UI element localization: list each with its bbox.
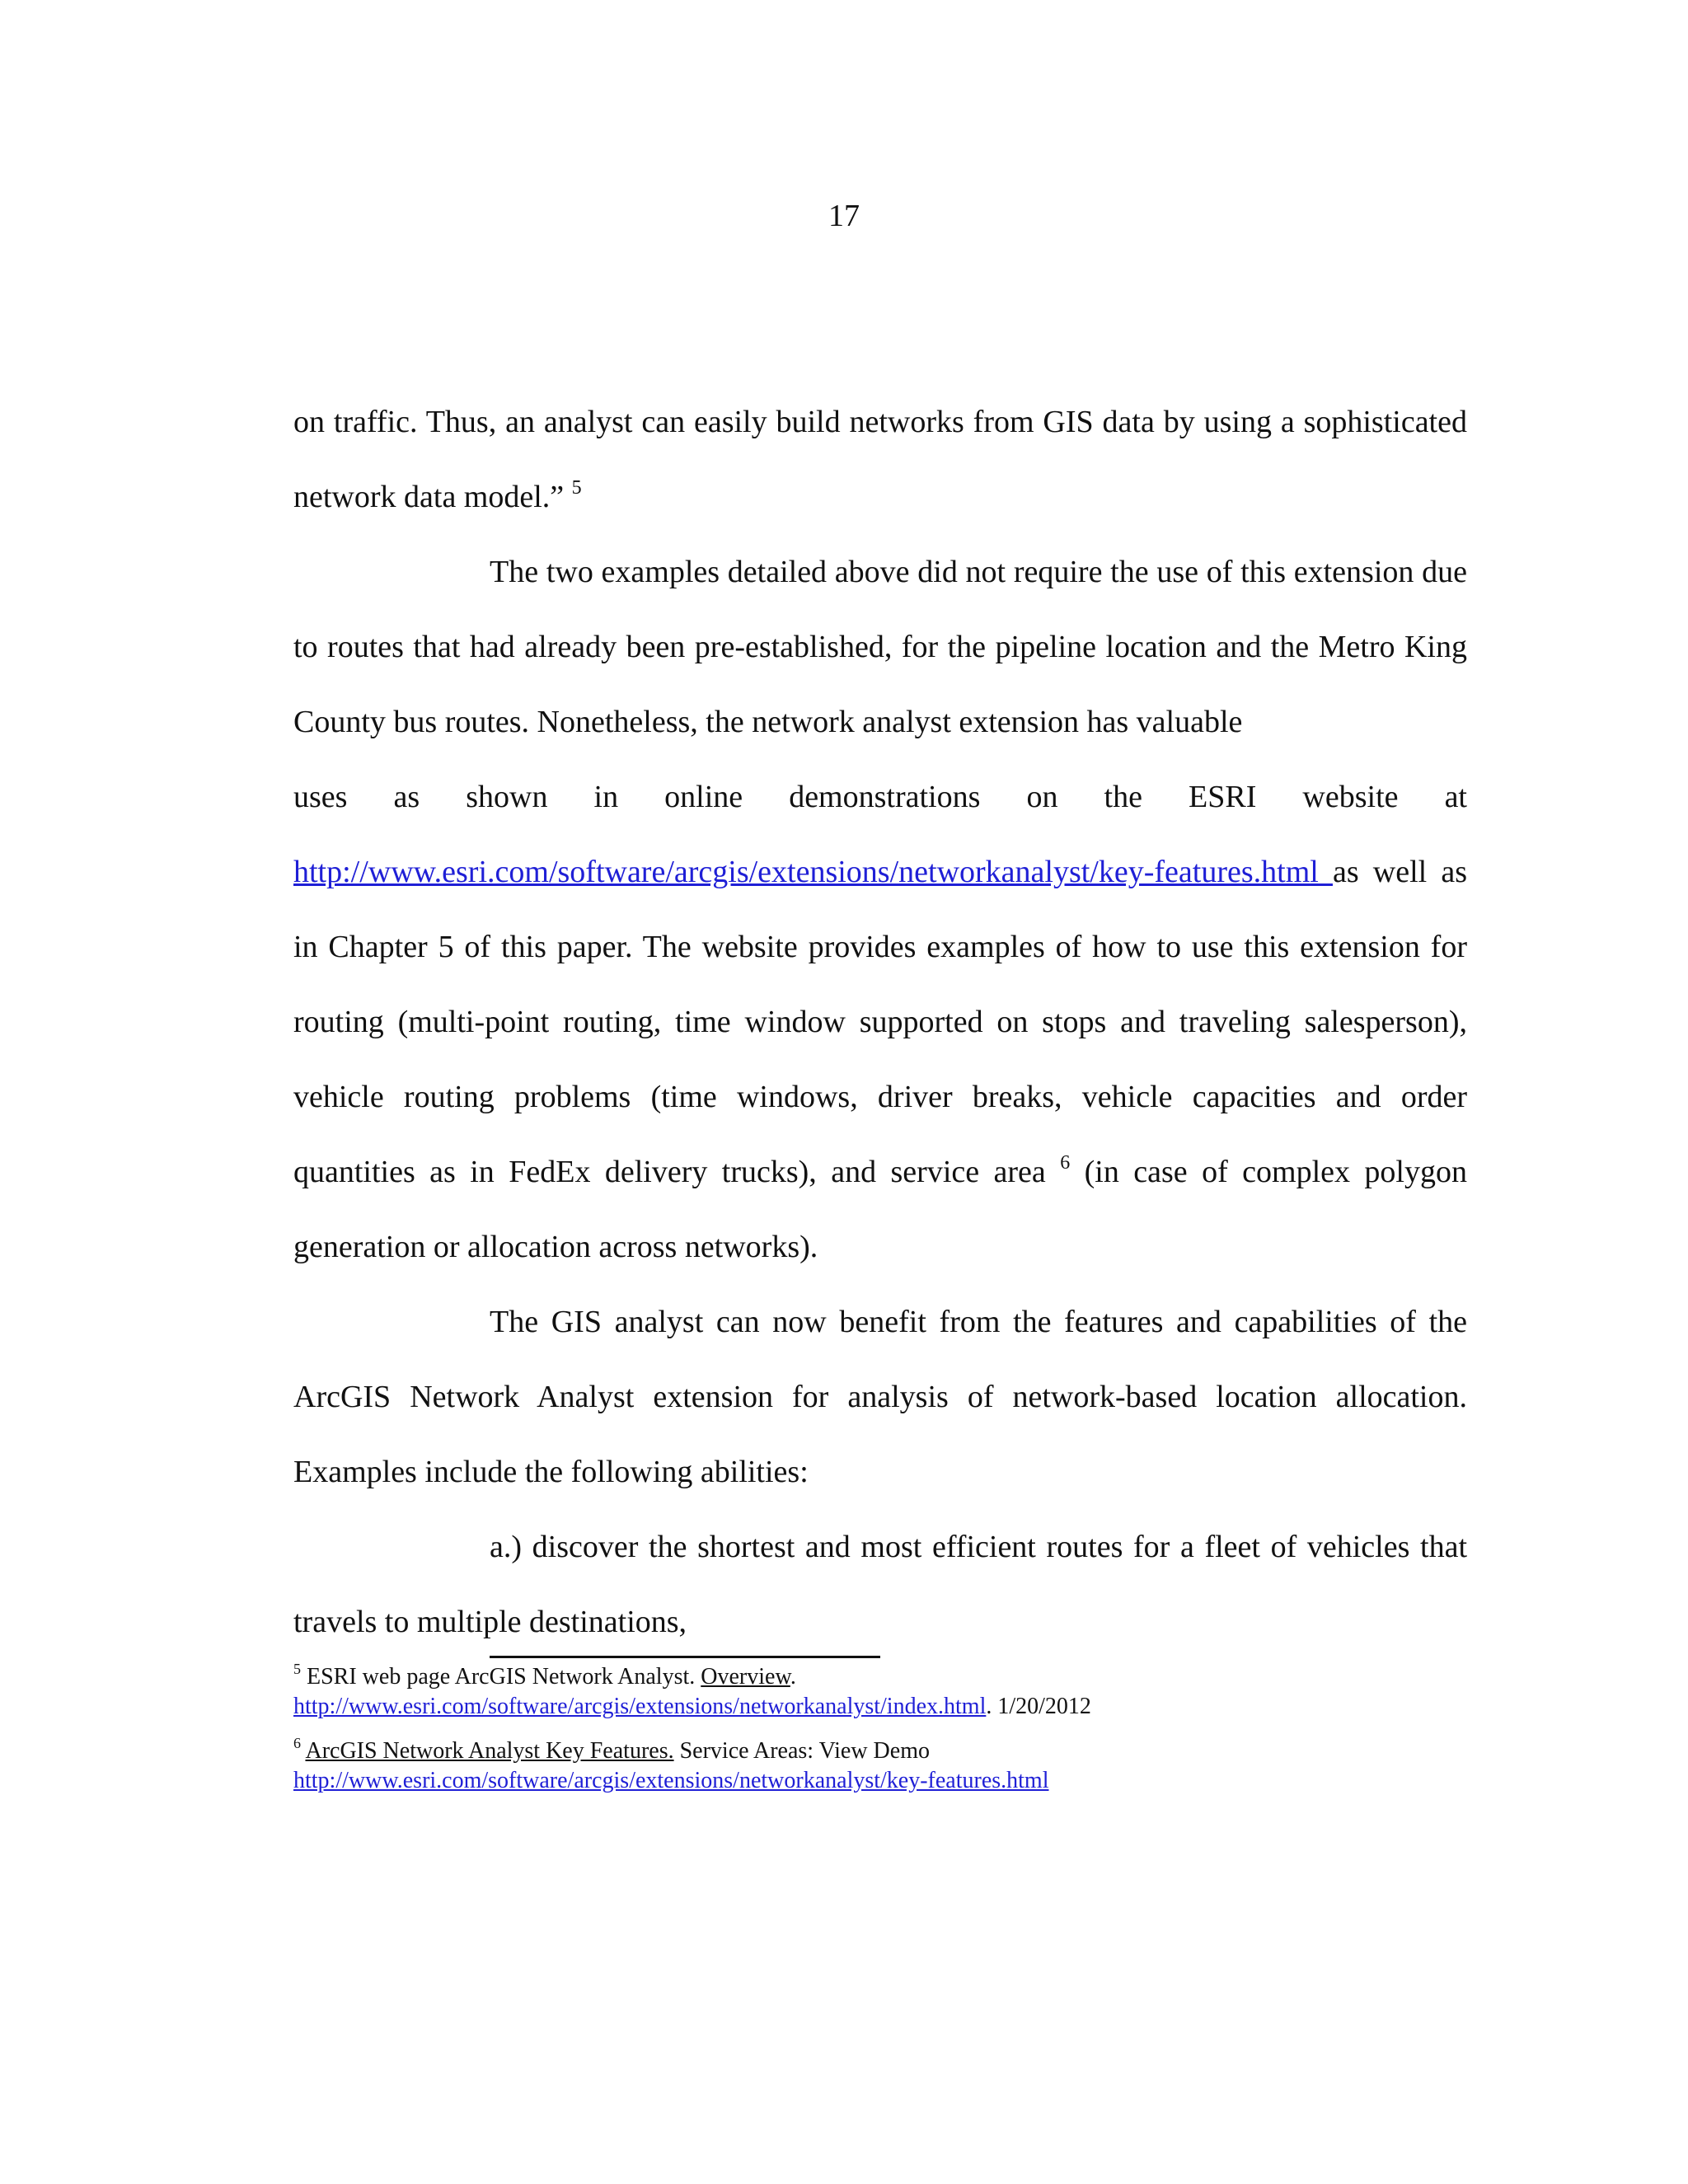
esri-key-features-link[interactable]: http://www.esri.com/software/arcgis/extensions/networkanalyst/key-features.html [293,855,1333,889]
paragraph-2-rest [293,835,1467,1285]
paragraph-1-text: on traffic. Thus, an analyst can easily build networks from GIS data by using a sophisticated network data model.” [293,405,1467,514]
footnote-ref-6[interactable]: 6 [1060,1152,1071,1174]
footnote-6-link[interactable]: http://www.esri.com/software/arcgis/extensions/networkanalyst/key-features.html [293,1768,1049,1793]
paragraph-2-end: (in case of complex polygon generation or allocation across networks). [293,1155,1467,1264]
footnote-separator [490,1656,880,1658]
footnotes [293,1662,1467,1811]
paragraph-3 [293,1285,1467,1510]
paragraph-2-line [293,760,1467,835]
paragraph-2 [293,535,1467,760]
footnote-5-number: 5 [293,1661,301,1677]
footnote-6-text: Service Areas: View Demo [679,1738,930,1764]
paragraph-3-text: The GIS analyst can now benefit from the features and capabilities of the ArcGIS Network Analyst extension for analysis of network-based location allocation. Examples include the following abilities: [293,1305,1467,1489]
page-number: 17 [828,199,860,233]
footnote-ref-5[interactable]: 5 [571,477,582,499]
footnote-5-title: Overview [701,1664,790,1690]
paragraph-2-continuation: as well as in Chapter 5 of this paper. The website provides examples of how to use this extension for routing (multi-point routing, time window supported on stops and traveling salesperson), vehicle routing problems (time windows, driver breaks, vehicle capacities and order quantities as in FedEx delivery trucks), and service area [293,855,1467,1189]
list-item-a [293,1510,1467,1660]
footnote-5-text: ESRI web page ArcGIS Network Analyst. [307,1664,696,1690]
footnote-5-link[interactable]: http://www.esri.com/software/arcgis/extensions/networkanalyst/index.html [293,1694,987,1719]
paragraph-2-text: The two examples detailed above did not require the use of this extension due to routes that had already been pre-established, for the pipeline location and the Metro King County bus routes. Nonetheless, the network analyst extension has valuable [293,555,1467,739]
footnote-5 [293,1662,1467,1722]
footnote-5-date: . 1/20/2012 [986,1694,1091,1719]
list-item-a-text: a.) discover the shortest and most efficient routes for a fleet of vehicles that travels to multiple destinations, [293,1530,1467,1639]
body-text [293,385,1467,1660]
paragraph-1 [293,385,1467,535]
footnote-6-title: ArcGIS Network Analyst Key Features. [305,1738,674,1764]
footnote-6 [293,1736,1467,1796]
paragraph-2-text-line: uses as shown in online demonstrations on the ESRI website at [293,780,1467,814]
footnote-5-period: . [790,1664,796,1690]
footnote-6-number: 6 [293,1735,301,1751]
